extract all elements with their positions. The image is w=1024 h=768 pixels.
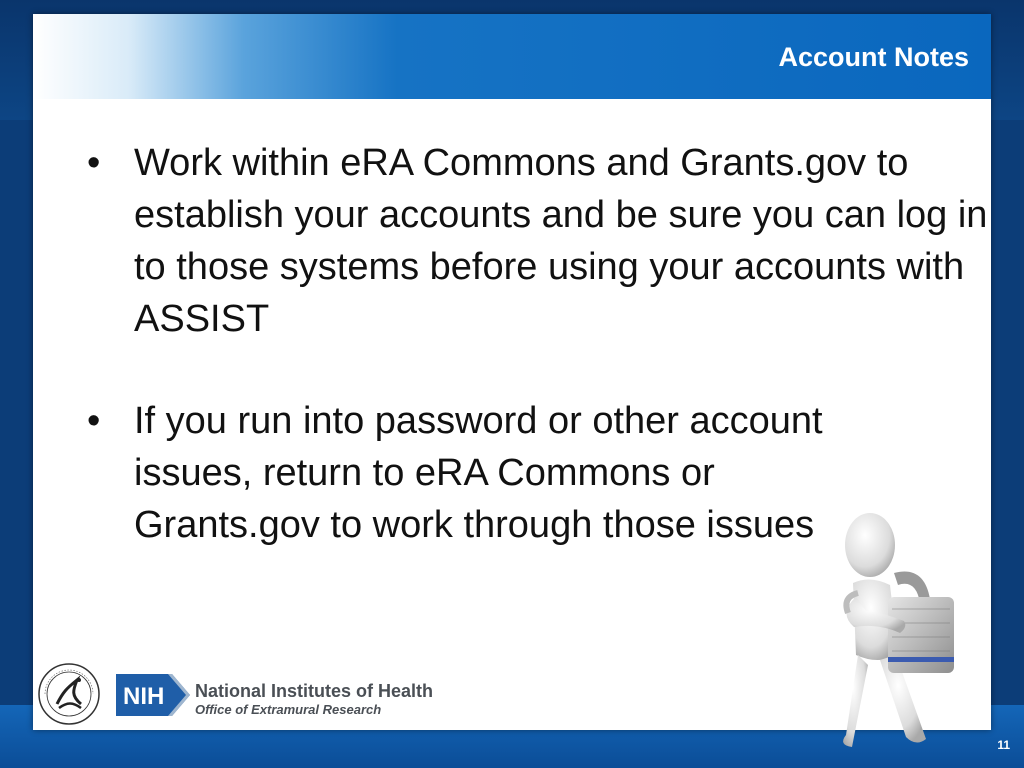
slide-title: Account Notes: [778, 42, 969, 72]
page-number: 11: [997, 738, 1010, 752]
footer-logos: [37, 662, 457, 726]
nih-logo-badge: [116, 674, 190, 716]
bullet-text: If you run into password or other account issues, return to eRA Commons or Grants.gov to work through those issues: [134, 400, 823, 546]
nih-name: National Institutes of Health: [195, 681, 434, 701]
bullet-marker: •: [87, 400, 101, 442]
bullet-text: Work within eRA Commons and Grants.gov to establish your accounts and be sure you can log in to those systems before using your accounts with ASSIST: [134, 142, 988, 340]
hhs-seal-icon: [37, 662, 101, 726]
bullet-item: [67, 137, 988, 345]
bullet-list: [67, 137, 988, 551]
bullet-marker: •: [87, 142, 101, 184]
person-holding-padlock-icon: [808, 505, 958, 755]
slide-header: [33, 14, 991, 99]
nih-office: Office of Extramural Research: [195, 702, 382, 717]
nih-badge-text: NIH: [123, 683, 165, 710]
